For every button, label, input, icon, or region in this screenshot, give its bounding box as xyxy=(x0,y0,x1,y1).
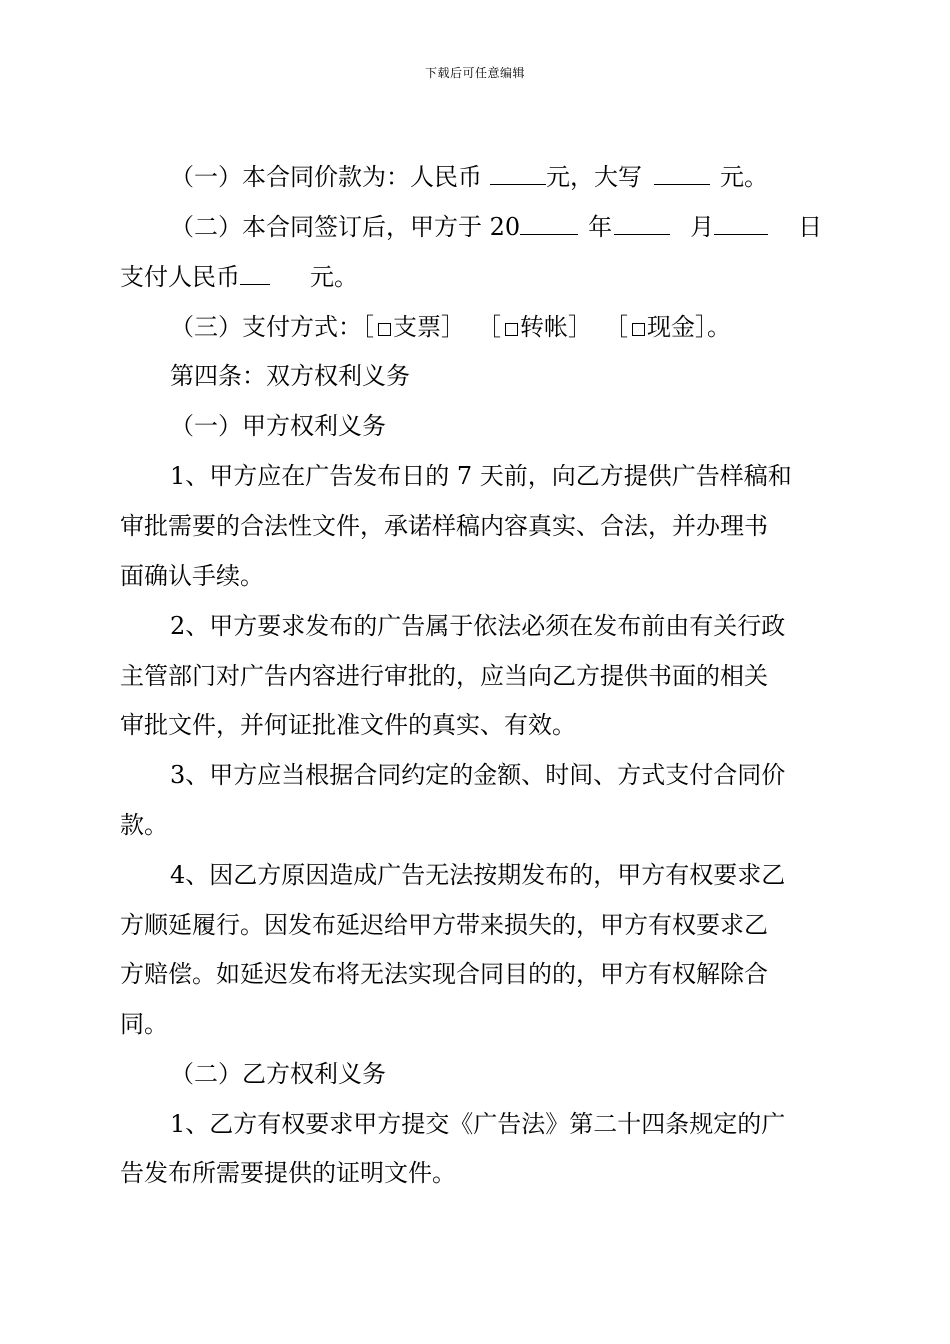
party-a-clause-2-line-3: 审批文件，并何证批准文件的真实、有效。 xyxy=(120,711,576,739)
cheque-checkbox[interactable] xyxy=(378,323,391,336)
price-item-1-unit-yuan: 元，大写 xyxy=(546,163,642,191)
party-a-clause-4-line-4: 同。 xyxy=(120,1010,168,1038)
price-item-2-cont-text: 支付人民币 xyxy=(120,263,240,291)
price-item-2 xyxy=(170,212,822,242)
cheque-label: 支票］ xyxy=(393,313,465,341)
price-item-1-unit-end: 元。 xyxy=(720,163,768,191)
day-label: 日 xyxy=(798,213,823,241)
amount-blank xyxy=(490,162,546,185)
party-a-clause-1-line-1: 1、甲方应在广告发布日的 7 天前，向乙方提供广告样稿和 xyxy=(170,462,792,490)
month-label: 月 xyxy=(690,213,715,241)
day-blank xyxy=(714,212,768,235)
cash-checkbox[interactable] xyxy=(632,323,645,336)
party-a-clause-4-line-3: 方赔偿。如延迟发布将无法实现合同目的的，甲方有权解除合 xyxy=(120,960,768,988)
payment-method-line xyxy=(170,312,731,342)
party-a-clause-2-line-1: 2、甲方要求发布的广告属于依法必须在发布前由有关行政 xyxy=(170,612,786,640)
year-blank xyxy=(520,212,578,235)
cash-label: 现金］。 xyxy=(647,313,731,341)
payment-amount-blank xyxy=(240,262,270,285)
party-b-clause-1-line-1: 1、乙方有权要求甲方提交《广告法》第二十四条规定的广 xyxy=(170,1110,786,1138)
party-a-clause-3-line-2: 款。 xyxy=(120,811,168,839)
party-a-clause-2-line-2: 主管部门对广告内容进行审批的，应当向乙方提供书面的相关 xyxy=(120,662,768,690)
party-a-heading: （一）甲方权利义务 xyxy=(170,412,386,440)
article-4-title: 第四条：双方权利义务 xyxy=(170,362,410,390)
month-blank xyxy=(614,212,670,235)
price-item-1 xyxy=(170,162,768,192)
party-a-clause-1-line-2: 审批需要的合法性文件，承诺样稿内容真实、合法，并办理书 xyxy=(120,512,768,540)
cash-open-bracket: ［ xyxy=(604,313,628,341)
transfer-open-bracket: ［ xyxy=(477,313,501,341)
header-note: 下载后可任意编辑 xyxy=(424,66,525,80)
payment-method-lead: （三）支付方式：［ xyxy=(170,313,374,341)
party-a-clause-4-line-1: 4、因乙方原因造成广告无法按期发布的，甲方有权要求乙 xyxy=(170,861,786,889)
amount-in-words-blank xyxy=(654,162,710,185)
party-a-clause-4-line-2: 方顺延履行。因发布延迟给甲方带来损失的，甲方有权要求乙 xyxy=(120,911,768,939)
party-b-clause-1-line-2: 告发布所需要提供的证明文件。 xyxy=(120,1159,456,1187)
year-label: 年 xyxy=(588,213,613,241)
price-item-2-lead: （二）本合同签订后，甲方于 20 xyxy=(170,213,521,241)
party-b-heading: （二）乙方权利义务 xyxy=(170,1060,386,1088)
price-item-2-unit: 元。 xyxy=(310,263,358,291)
party-a-clause-3-line-1: 3、甲方应当根据合同约定的金额、时间、方式支付合同价 xyxy=(170,761,786,789)
party-a-clause-1-line-3: 面确认手续。 xyxy=(120,562,264,590)
transfer-checkbox[interactable] xyxy=(505,323,518,336)
price-item-1-lead: （一）本合同价款为：人民币 xyxy=(170,163,482,191)
price-item-2-cont xyxy=(120,262,358,292)
transfer-label: 转帐］ xyxy=(520,313,592,341)
